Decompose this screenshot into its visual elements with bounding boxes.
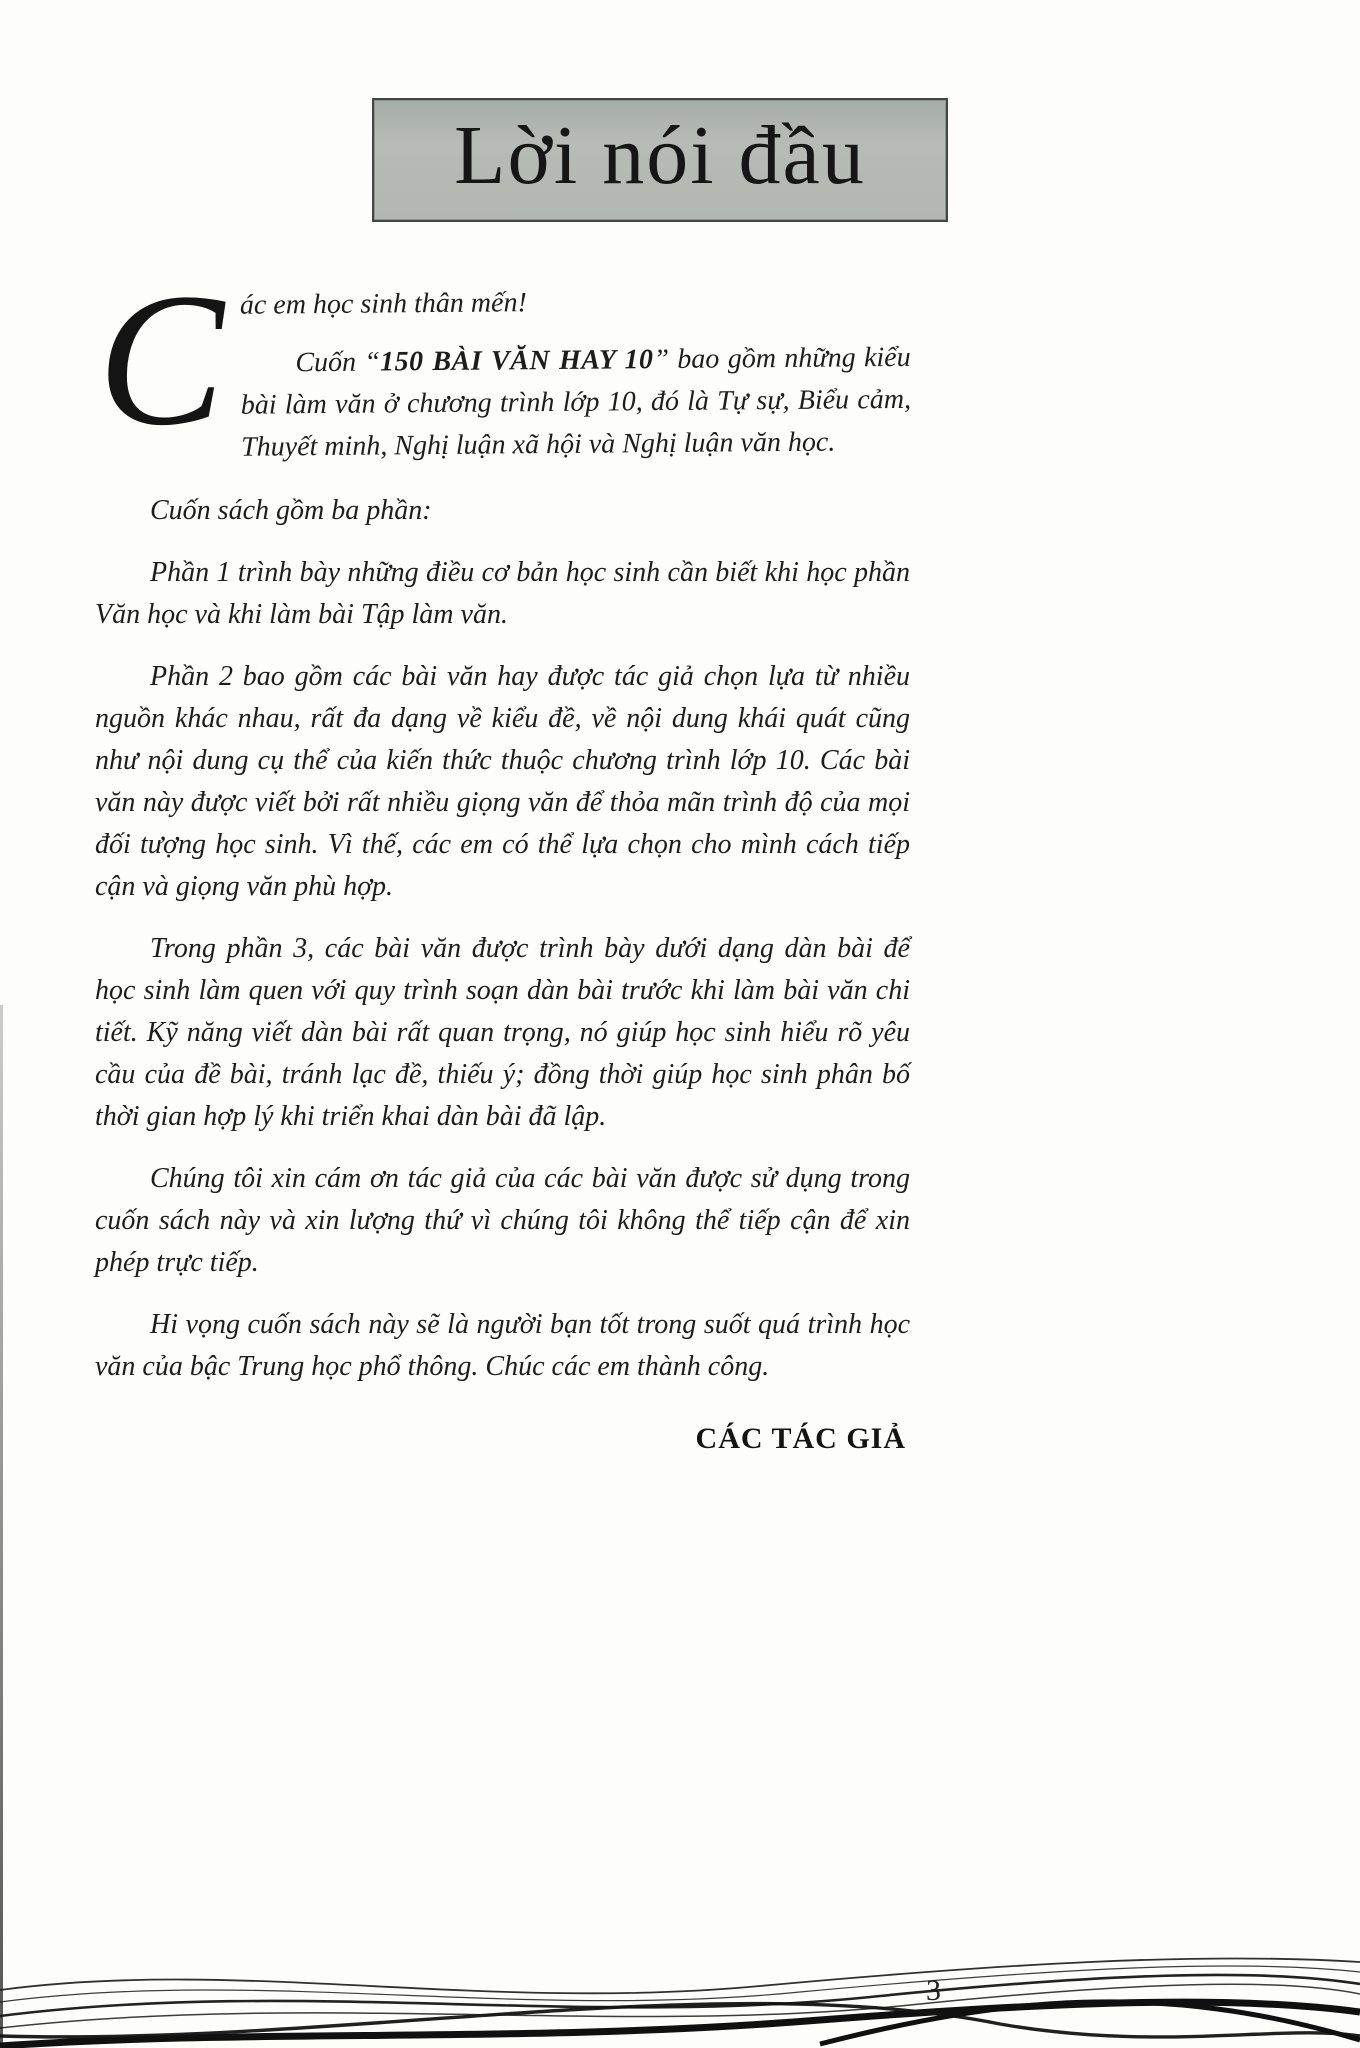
drop-cap: C bbox=[96, 254, 226, 466]
opening-block bbox=[95, 254, 912, 470]
paragraph: Cuốn sách gồm ba phần: bbox=[150, 495, 432, 526]
scan-edge-artifact bbox=[0, 1005, 3, 2048]
wave-line bbox=[820, 2002, 1360, 2044]
greeting-line: ác em học sinh thân mến! bbox=[239, 287, 527, 321]
title-box bbox=[372, 98, 948, 222]
preface-body bbox=[95, 254, 912, 1460]
intro-suffix: ” bao gồm những kiểu bài làm văn ở chương trình lớp 10, đó là Tự sự, Biểu cảm, Thuyết minh, Nghị luận xã hội và Nghị luận văn học. bbox=[240, 341, 912, 463]
intro-prefix: Cuốn “ bbox=[295, 346, 381, 379]
wave-line bbox=[0, 2002, 1360, 2046]
paragraph: Phần 1 trình bày những điều cơ bản học sinh cần biết khi học phần Văn học và khi làm bài Tập làm văn. bbox=[95, 557, 910, 630]
page-number: 3 bbox=[926, 1974, 941, 2007]
wave-line bbox=[0, 1975, 1360, 2016]
paragraph: Phần 2 bao gồm các bài văn hay được tác giả chọn lựa từ nhiều nguồn khác nhau, rất đa dạng về kiểu đề, về nội dung khái quát cũng như nội dung cụ thể của kiến thức thuộc chương trình lớp 10. Các bài văn này được viết bởi rất nhiều giọng văn để thỏa mãn trình độ của mọi đối tượng học sinh. Vì thế, các em có thể lựa chọn cho mình cách tiếp cận và giọng văn phù hợp. bbox=[95, 661, 910, 902]
book-title: 150 BÀI VĂN HAY 10 bbox=[379, 344, 654, 378]
paragraph: Hi vọng cuốn sách này sẽ là người bạn tốt trong suốt quá trình học văn của bậc Trung học phổ thông. Chúc các em thành công. bbox=[95, 1309, 910, 1382]
decorative-waves-graphic bbox=[0, 1928, 1360, 2048]
authors-signature: CÁC TÁC GIẢ bbox=[695, 1422, 906, 1455]
preface-title: Lời nói đầu bbox=[454, 109, 866, 202]
wave-line bbox=[0, 1966, 1360, 2002]
paragraph: Trong phần 3, các bài văn được trình bày dưới dạng dàn bài để học sinh làm quen với quy trình soạn dàn bài trước khi làm bài văn chi tiết. Kỹ năng viết dàn bài rất quan trọng, nó giúp học sinh hiểu rõ yêu cầu của đề bài, tránh lạc đề, thiếu ý; đồng thời giúp học sinh phân bố thời gian hợp lý khi triển khai dàn bài đã lập. bbox=[95, 933, 910, 1132]
paragraph: Chúng tôi xin cám ơn tác giả của các bài văn được sử dụng trong cuốn sách này và xin lượng thứ vì chúng tôi không thể tiếp cận để xin phép trực tiếp. bbox=[95, 1163, 910, 1278]
